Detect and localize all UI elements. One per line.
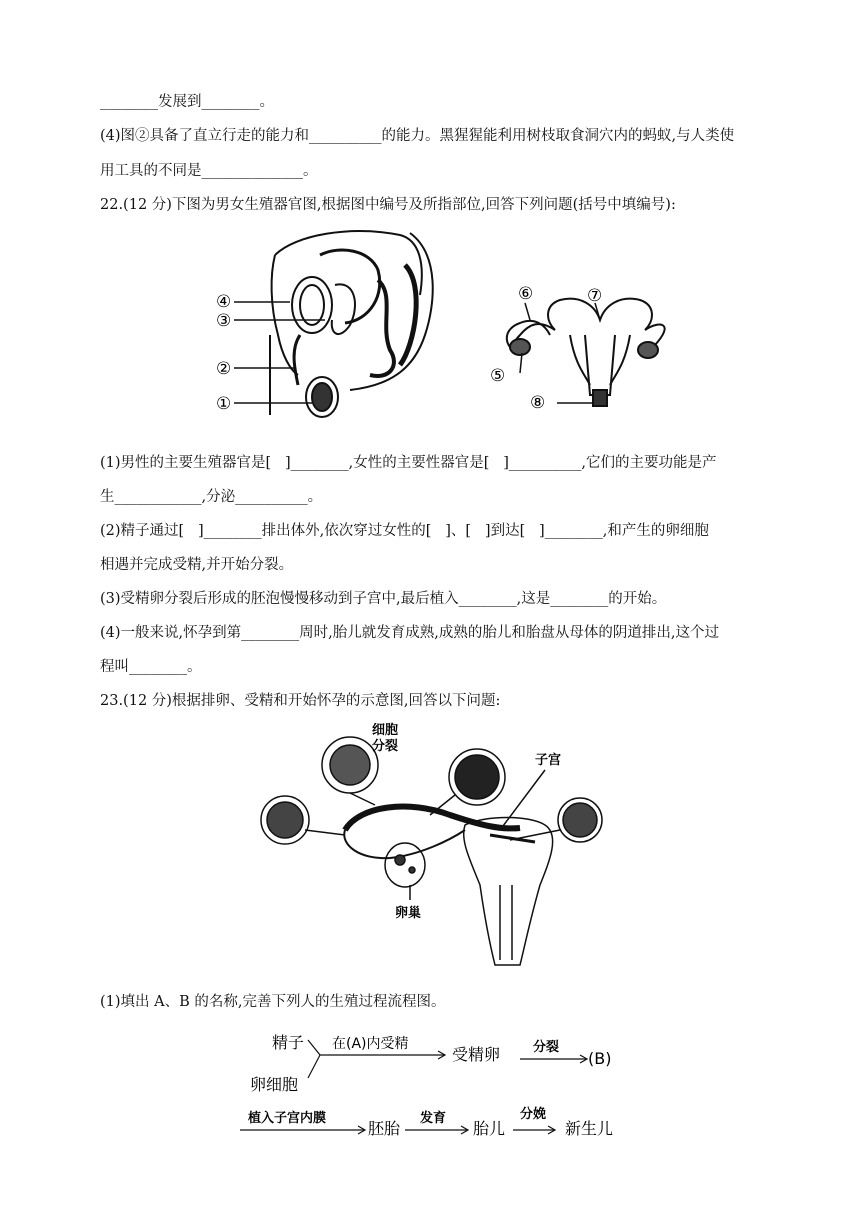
q22-part4-line2: 程叫________。 <box>100 659 202 675</box>
q22-part2-line1: (2)精子通过[ ]________排出体外,依次穿过女性的[ ]、[ ]到达[ ]________,和产生的卵细胞 <box>100 523 709 539</box>
flow-divide: 分裂 <box>533 1040 560 1055</box>
flow-fertilize: 在(A)内受精 <box>332 1036 409 1052</box>
q22-part1-line1: (1)男性的主要生殖器官是[ ]________,女性的主要性器官是[ ]__________,它们的主要功能是产 <box>100 455 717 471</box>
q22-part4-line1: (4)一般来说,怀孕到第________周时,胎儿就发育成熟,成熟的胎儿和胎盘从母体的阴道排出,这个过 <box>100 625 719 641</box>
flow-fetus: 胎儿 <box>473 1119 506 1138</box>
male-label-1: ① <box>216 394 232 414</box>
female-label-7: ⑦ <box>587 286 603 306</box>
question-23-title: 23.(12 分)根据排卵、受精和开始怀孕的示意图,回答以下问题: <box>100 693 501 709</box>
question-22-title: 22.(12 分)下图为男女生殖器官图,根据图中编号及所指部位,回答下列问题(括号中填编号): <box>100 197 676 213</box>
flow-egg: 卵细胞 <box>250 1075 299 1094</box>
q22-part2-line2: 相遇并完成受精,并开始分裂。 <box>100 557 294 573</box>
cell-division-label-1: 细胞 <box>372 723 399 738</box>
female-label-5: ⑤ <box>490 366 506 386</box>
flow-embryo: 胚胎 <box>368 1119 401 1138</box>
q22-part3: (3)受精卵分裂后形成的胚泡慢慢移动到子宫中,最后植入________,这是________的开始。 <box>100 591 667 607</box>
reproduction-flowchart <box>230 1028 630 1143</box>
flow-zygote: 受精卵 <box>452 1045 501 1064</box>
text-line-2: (4)图②具备了直立行走的能力和__________的能力。黑猩猩能利用树枝取食洞穴内的蚂蚁,与人类使 <box>100 128 735 144</box>
text-line-1: ________发展到________。 <box>100 94 274 110</box>
male-label-2: ② <box>216 359 232 379</box>
cell-division-label-2: 分裂 <box>372 739 399 754</box>
female-label-6: ⑥ <box>518 284 534 304</box>
q23-part1: (1)填出 A、B 的名称,完善下列人的生殖过程流程图。 <box>100 994 446 1010</box>
flow-implant: 植入子宫内膜 <box>248 1111 327 1126</box>
flow-b: (B) <box>588 1049 612 1068</box>
female-label-8: ⑧ <box>530 393 546 413</box>
ovary-label: 卵巢 <box>395 906 422 921</box>
ovulation-fertilization-figure <box>250 720 620 975</box>
flow-newborn: 新生儿 <box>565 1119 614 1138</box>
flow-deliver: 分娩 <box>520 1107 547 1122</box>
reproductive-organs-figure <box>200 225 670 425</box>
text-line-3: 用工具的不同是______________。 <box>100 163 318 179</box>
male-label-3: ③ <box>216 311 232 331</box>
male-organ-diagram <box>270 231 433 417</box>
flow-sperm: 精子 <box>272 1033 305 1052</box>
uterus-label: 子宫 <box>535 753 562 768</box>
male-label-4: ④ <box>216 292 232 312</box>
q22-part1-line2: 生____________,分泌__________。 <box>100 489 323 505</box>
female-organ-diagram <box>507 299 665 406</box>
flow-develop: 发育 <box>420 1111 447 1126</box>
